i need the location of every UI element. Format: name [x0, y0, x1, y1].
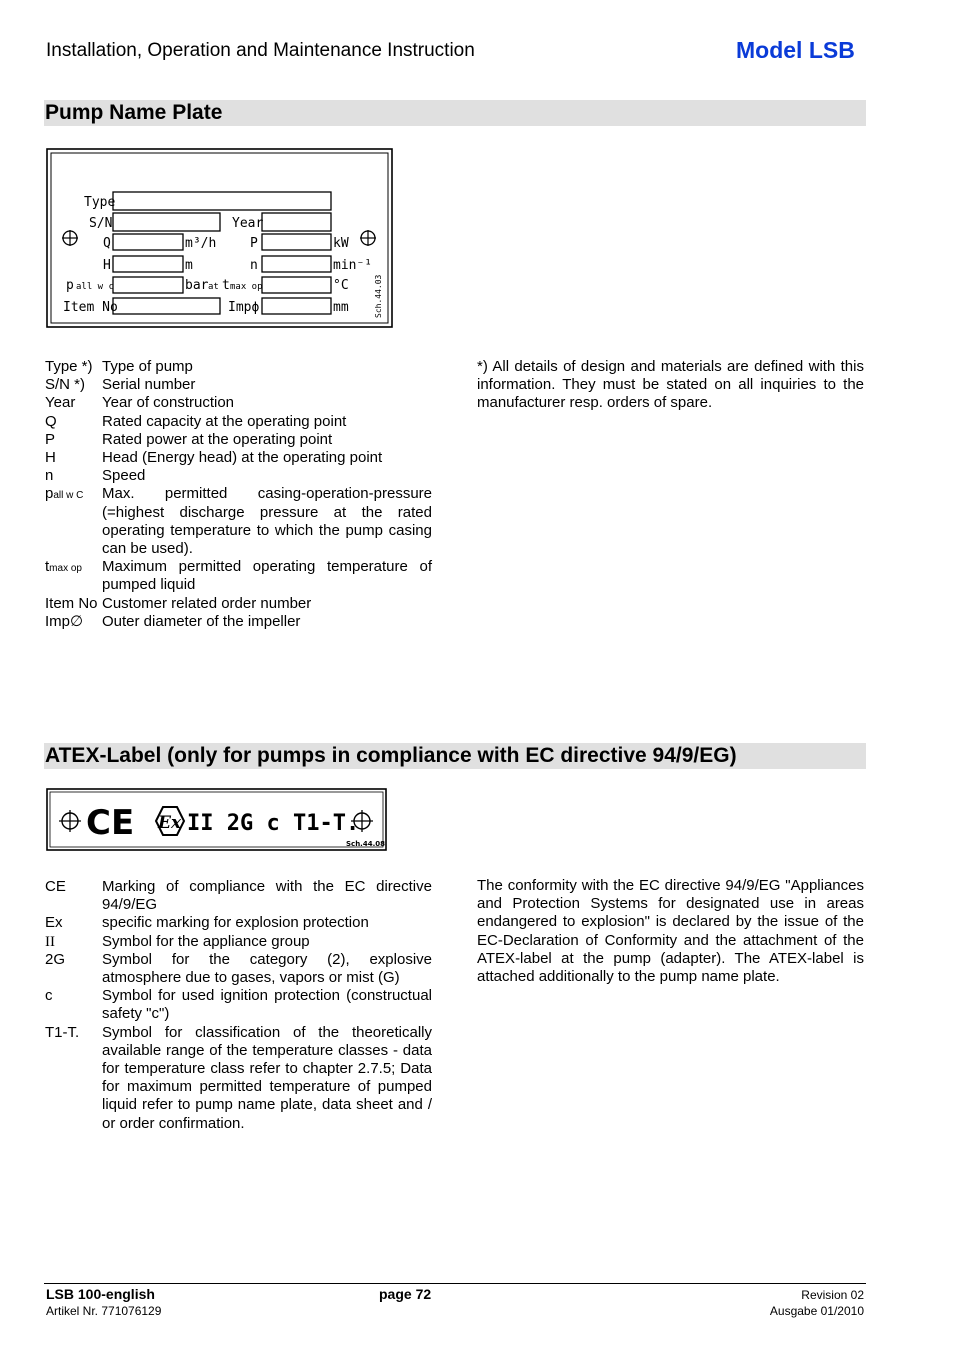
definition-term: c [45, 987, 53, 1005]
plate-unit-bar: bar [185, 278, 209, 293]
model-title: Model LSB [736, 37, 855, 63]
pump-name-plate [46, 148, 394, 330]
definition-row [45, 413, 432, 431]
definition-row [45, 449, 432, 467]
plate-unit-p: kW [333, 236, 349, 251]
definition-term: tmax op [45, 558, 82, 576]
document-title: Installation, Operation and Maintenance Instruction [46, 40, 475, 61]
mounting-hole-icon-left [59, 810, 81, 832]
definition-term: n [45, 467, 54, 485]
ce-mark-icon: CE [86, 803, 135, 843]
definition-text: Type of pump [102, 358, 193, 375]
definition-row [45, 431, 432, 449]
atex-label [46, 788, 388, 852]
definition-row [45, 987, 432, 1023]
definition-text: Symbol for used ignition protection (constructual safety "c") [102, 987, 432, 1023]
definition-row [45, 613, 432, 631]
name-plate-definitions [45, 358, 432, 631]
definition-term: Q [45, 412, 57, 430]
definition-term: P [45, 430, 56, 448]
definition-text: specific marking for explosion protection [102, 914, 369, 932]
definition-term: Year [45, 394, 76, 412]
plate-label-h: H [103, 258, 111, 273]
plate-label-n: n [250, 258, 258, 273]
definition-term: H [45, 449, 56, 467]
definition-text: Max. permitted casing-operation-pressure (=highest discharge pressure at the rated operating temperature to which the pump casing can be used). [102, 485, 432, 558]
footer-page: page 72 [379, 1286, 432, 1302]
definition-row [45, 933, 432, 951]
definition-text: Outer diameter of the impeller [102, 612, 301, 630]
definition-text: Rated capacity at the operating point [102, 412, 347, 430]
atex-definitions [45, 878, 432, 1133]
plate-label-sn: S/N [89, 216, 113, 231]
footer-divider [44, 1283, 866, 1284]
definition-text: Speed [102, 467, 146, 485]
definition-row [45, 595, 432, 613]
definition-text: Serial number [102, 376, 196, 394]
plate-unit-h: m [185, 258, 193, 273]
definition-term: Imp∅ [45, 612, 84, 630]
definition-row [45, 394, 432, 412]
plate-unit-n: min⁻¹ [333, 258, 373, 273]
definition-term: T1-T. [45, 1023, 80, 1041]
definition-row [45, 485, 432, 558]
definition-text: Head (Energy head) at the operating point [102, 449, 383, 467]
footer-issue: Ausgabe 01/2010 [769, 1304, 864, 1318]
definition-row [45, 558, 432, 594]
atex-note: The conformity with the EC directive 94/9/EG "Appliances and Protection Systems for designated use in areas endangered to explosion" is declared by the issue of the EC-Declaration of Conformity and the attachment of the ATEX-label at the pump (adapter). The ATEX-label is attached additionally to the pump name plate. [477, 877, 864, 986]
plate-label-pall: p [66, 278, 74, 293]
plate-unit-mm: mm [333, 300, 349, 315]
definition-term: Type *) [45, 358, 93, 375]
ex-mark-icon: Ex [158, 813, 182, 833]
definition-row [45, 358, 432, 376]
section-heading-name-plate: Pump Name Plate [44, 100, 866, 126]
definition-term: pall w C [45, 485, 84, 503]
plate-label-pall-sub: all w c [76, 282, 114, 292]
definition-term: CE [45, 878, 66, 895]
definition-text: Symbol for classification of the theoretically available range of the temperature classes - data for temperature class refer to chapter 2.7.5; Data for maximum permitted temperature of pumped liquid refer to pump name plate, data sheet and / or order confirmation. [102, 1023, 432, 1132]
definition-term: II [45, 933, 55, 950]
plate-unit-q: m³/h [185, 236, 217, 251]
definition-row [45, 914, 432, 932]
mounting-hole-icon-left [62, 230, 78, 246]
definition-text: Maximum permitted operating temperature of pumped liquid [102, 558, 432, 594]
definition-text: Marking of compliance with the EC directive 94/9/EG [102, 878, 432, 914]
definition-row [45, 951, 432, 987]
footer-revision: Revision 02 [801, 1288, 864, 1302]
definition-text: Symbol for the category (2), explosive atmosphere due to gases, vapors or mist (G) [102, 950, 432, 987]
plate-label-q: Q [103, 236, 111, 251]
definition-term: 2G [45, 950, 66, 968]
plate-label-p: P [250, 236, 258, 251]
definition-row [45, 1024, 432, 1133]
plate-label-year: Year [232, 216, 264, 231]
plate-label-tmax-sub: max op [230, 282, 263, 292]
plate-label-at: at [208, 282, 219, 292]
term-subscript: max op [49, 563, 82, 575]
plate-label-type: Type [84, 195, 116, 210]
definition-term: Item No [45, 594, 98, 612]
plate-label-t: t [222, 278, 230, 293]
definition-term: Ex [45, 914, 63, 932]
name-plate-note: *) All details of design and materials are defined with this information. They must be stated on all inquiries to the manufacturer resp. orders of spare. [477, 358, 864, 412]
mounting-hole-icon-right [360, 230, 376, 246]
definition-text: Year of construction [102, 394, 235, 412]
definition-term: S/N *) [45, 376, 86, 394]
plate-code: Sch.44.03 [374, 274, 383, 318]
atex-code: Sch.44.08 [346, 840, 385, 848]
definition-text: Customer related order number [102, 594, 312, 612]
atex-marking-text: II 2G c T1-T. [187, 811, 360, 836]
section-heading-atex: ATEX-Label (only for pumps in compliance with EC directive 94/9/EG) [44, 743, 866, 769]
footer-article: Artikel Nr. 771076129 [46, 1304, 162, 1318]
plate-label-imp: Impϕ [228, 300, 260, 315]
definition-text: Symbol for the appliance group [102, 932, 310, 950]
definition-row [45, 467, 432, 485]
plate-unit-c: °C [333, 278, 349, 293]
term-subscript: all w C [53, 490, 84, 502]
definition-row [45, 878, 432, 914]
plate-label-item: Item No [63, 300, 118, 315]
definition-row [45, 376, 432, 394]
definition-text: Rated power at the operating point [102, 430, 333, 448]
footer-doc: LSB 100-english [46, 1286, 155, 1302]
